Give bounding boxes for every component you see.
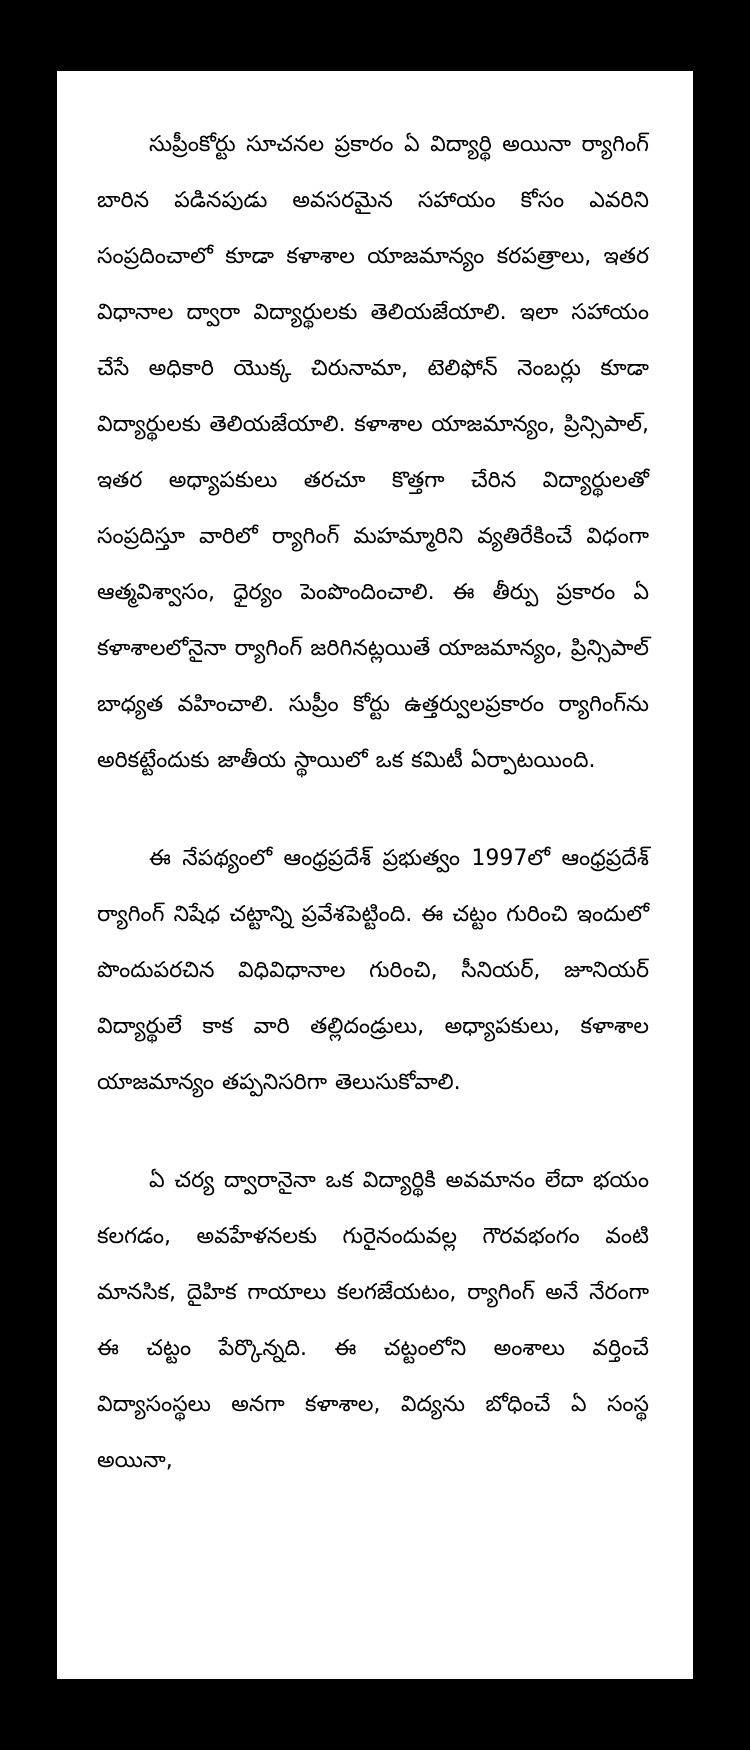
document-page: [57, 71, 693, 1679]
paragraph-1: సుప్రీంకోర్టు సూచనల ప్రకారం ఏ విద్యార్థి అయినా ర్యాగింగ్ బారిన పడినపుడు అవసరమైన సహాయం కోసం ఎవరిని సంప్రదించాలో కూడా కళాశాల యాజమాన్యం కరపత్రాలు, ఇతర విధానాల ద్వారా విద్యార్థులకు తెలియజేయాలి. ఇలా సహాయం చేసే అధికారి యొక్క చిరునామా, టెలిఫోన్ నెంబర్లు కూడా విద్యార్థులకు తెలియజేయాలి. కళాశాల యాజమాన్యం, ప్రిన్సిపాల్, ఇతర అధ్యాపకులు తరచూ కొత్తగా చేరిన విద్యార్థులతో సంప్రదిస్తూ వారిలో ర్యాగింగ్ మహమ్మారిని వ్యతిరేకించే విధంగా ఆత్మవిశ్వాసం, ధైర్యం పెంపొందించాలి. ఈ తీర్పు ప్రకారం ఏ కళాశాలలోనైనా ర్యాగింగ్ జరిగినట్లయితే యాజమాన్యం, ప్రిన్సిపాల్ బాధ్యత వహించాలి. సుప్రీం కోర్టు ఉత్తర్వులప్రకారం ర్యాగింగ్‌ను అరికట్టేందుకు జాతీయ స్థాయిలో ఒక కమిటీ ఏర్పాటయింది.: [97, 132, 649, 773]
paragraph-2: ఈ నేపథ్యంలో ఆంధ్రప్రదేశ్ ప్రభుత్వం 1997లో ఆంధ్రప్రదేశ్ ర్యాగింగ్ నిషేధ చట్టాన్ని ప్రవేశపెట్టింది. ఈ చట్టం గురించి ఇందులో పొందుపరచిన విధివిధానాల గురించి, సీనియర్, జూనియర్ విద్యార్థులే కాక వారి తల్లిదండ్రులు, అధ్యాపకులు, కళాశాల యాజమాన్యం తప్పనిసరిగా తెలుసుకోవాలి.: [97, 846, 649, 1095]
paragraph-3: ఏ చర్య ద్వారానైనా ఒక విద్యార్థికి అవమానం లేదా భయం కలగడం, అవహేళనలకు గురైనందువల్ల గౌరవభంగం వంటి మానసిక, దైహిక గాయాలు కలగజేయటం, ర్యాగింగ్ అనే నేరంగా ఈ చట్టం పేర్కొన్నది. ఈ చట్టంలోని అంశాలు వర్తించే విద్యాసంస్థలు అనగా కళాశాల, విద్యను బోధించే ఏ సంస్థ అయినా,: [97, 1168, 649, 1473]
